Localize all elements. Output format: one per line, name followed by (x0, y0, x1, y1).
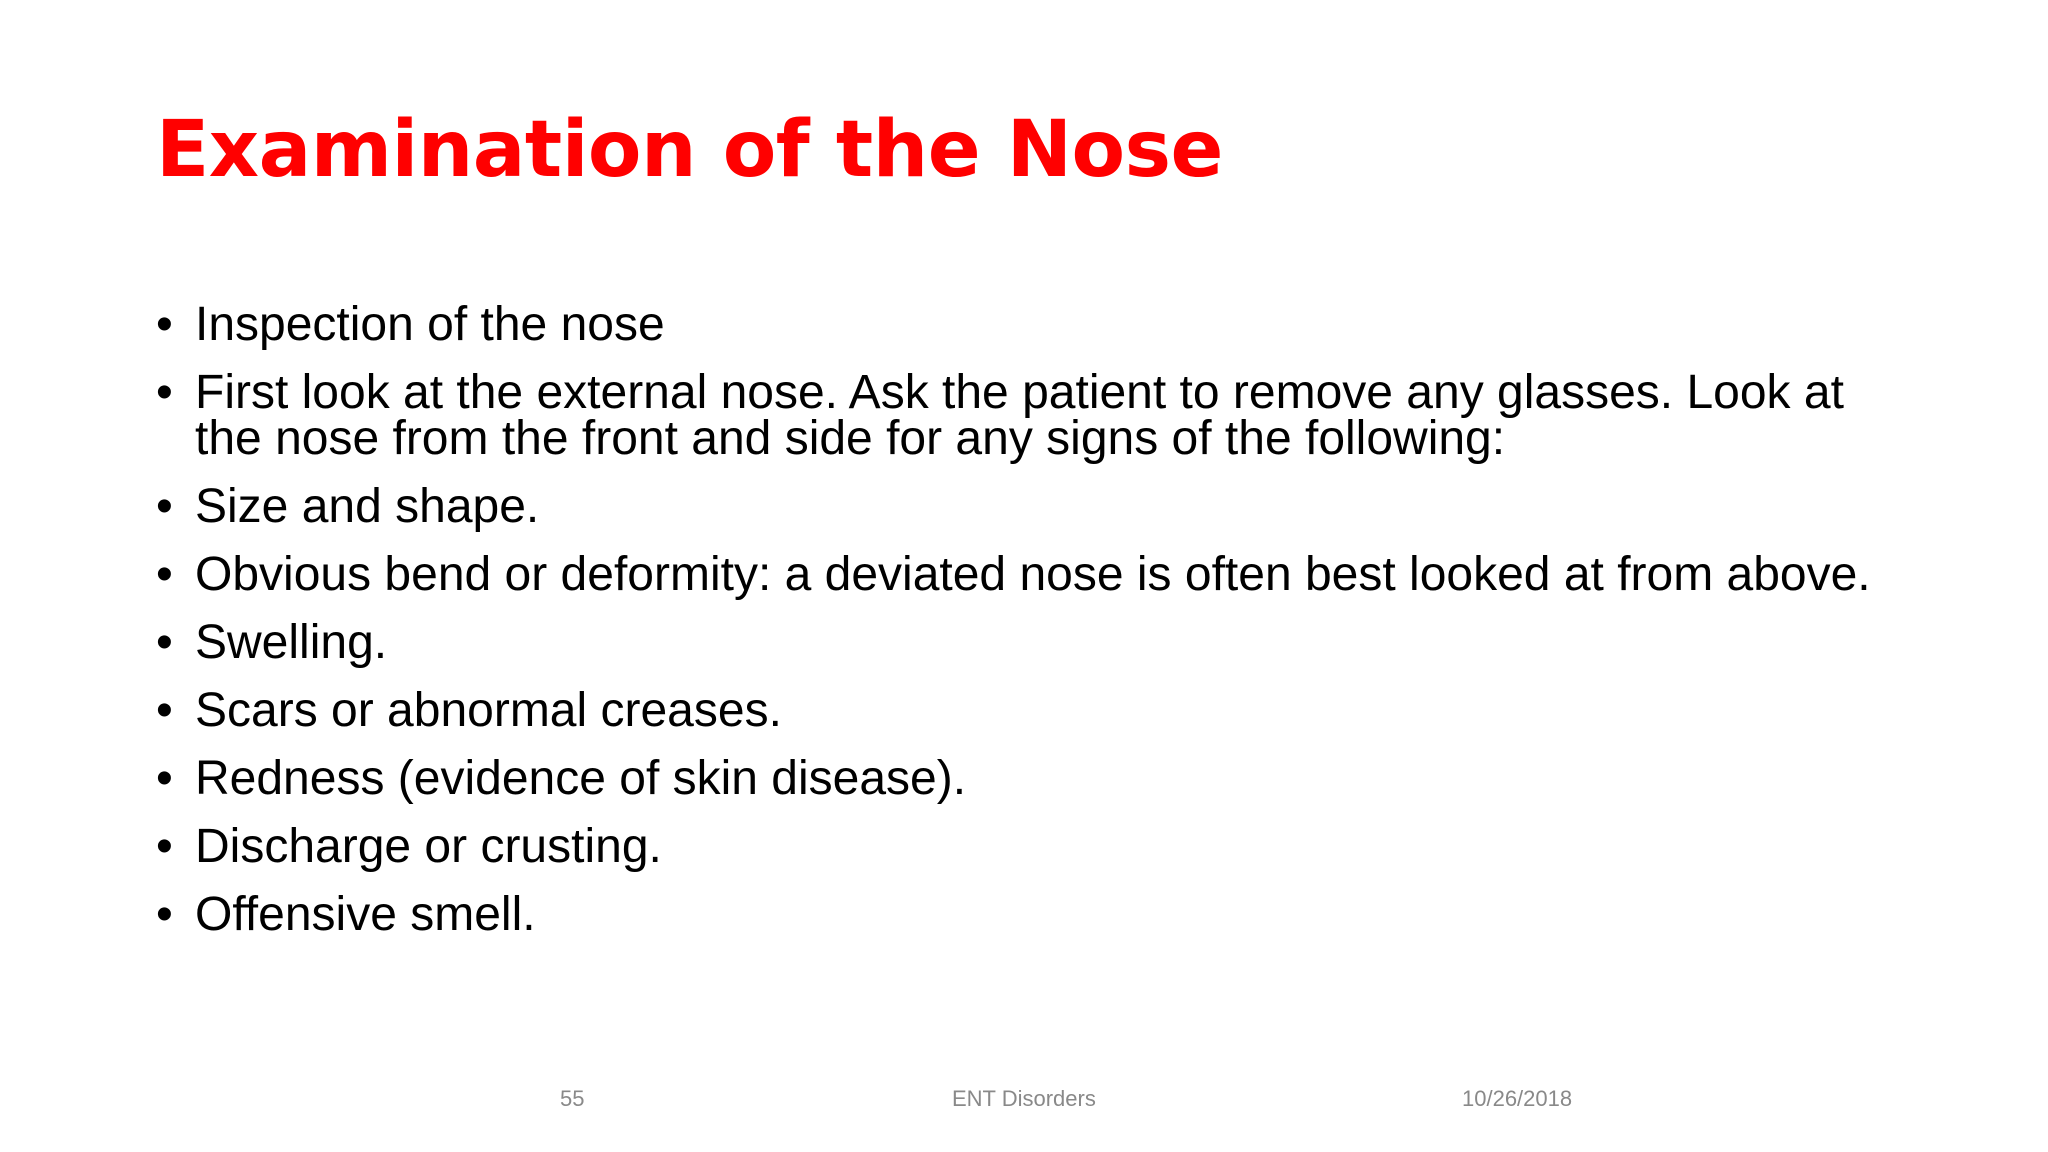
bullet-text: Scars or abnormal creases. (195, 684, 782, 737)
bullet-text: First look at the external nose. Ask the patient to remove any glasses. Look at the nose from the front and side for any signs of the following: (195, 366, 1844, 465)
bullet-item (156, 366, 1916, 465)
bullet-item (156, 888, 1916, 941)
bullet-text: Offensive smell. (195, 888, 536, 941)
bullet-dot-icon: • (156, 616, 173, 669)
bullet-dot-icon: • (156, 888, 173, 941)
bullet-item (156, 752, 1916, 805)
footer-date: 10/26/2018 (1462, 1086, 1573, 1111)
bullet-dot-icon: • (156, 480, 173, 533)
bullet-text: Redness (evidence of skin disease). (195, 752, 967, 805)
bullet-dot-icon: • (156, 366, 173, 419)
bullet-list (156, 298, 1916, 960)
footer-page-number: 55 (560, 1086, 585, 1111)
bullet-item (156, 548, 1916, 601)
bullet-text: Size and shape. (195, 480, 540, 533)
slide-title: Examination of the Nose (156, 105, 1223, 195)
bullet-dot-icon: • (156, 684, 173, 737)
bullet-item (156, 616, 1916, 669)
bullet-text: Discharge or crusting. (195, 820, 662, 873)
bullet-text: Swelling. (195, 616, 388, 669)
bullet-dot-icon: • (156, 820, 173, 873)
bullet-item (156, 684, 1916, 737)
bullet-dot-icon: • (156, 752, 173, 805)
bullet-dot-icon: • (156, 548, 173, 601)
bullet-item (156, 480, 1916, 533)
bullet-text: Inspection of the nose (195, 298, 665, 351)
bullet-text: Obvious bend or deformity: a deviated nose is often best looked at from above. (195, 548, 1871, 601)
footer-presentation-title: ENT Disorders (952, 1086, 1096, 1111)
bullet-dot-icon: • (156, 298, 173, 351)
bullet-item (156, 820, 1916, 873)
bullet-item (156, 298, 1916, 351)
